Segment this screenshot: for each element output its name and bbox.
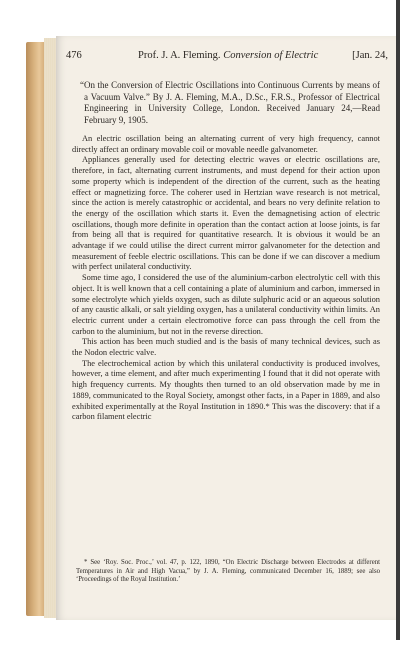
book-page <box>56 36 398 620</box>
running-title <box>138 50 318 61</box>
paper-citation: “On the Conversion of Electric Oscillations into Continuous Currents by means of a Vacuum Valve.” By J. A. Fleming, M.A., D.Sc., F.R.S., Professor of Electrical Engineering in University College, London. Received January 24,—Read February 9, 1905. <box>80 80 380 125</box>
article-body <box>72 80 380 423</box>
paragraph-4: This action has been much studied and is the basis of many technical devices, such as the Nodon electric valve. <box>72 337 380 358</box>
paragraph-5: The electrochemical action by which this unilateral conductivity is produced involves, however, a time element, and after much experimenting I found that it did not operate with high frequency currents. My thoughts then turned to an old observation made by me in 1889, communicated to the Royal Society, amongst other facts, in a Paper in 1889, and also exhibited experimentally at the Royal Institution in 1890.* This was the discovery: that if a carbon filament electric <box>72 358 380 422</box>
running-title-author: Prof. J. A. Fleming. <box>138 50 221 61</box>
running-title-subject: Conversion of Electric <box>223 50 319 61</box>
footnote: * See ‘Roy. Soc. Proc.,’ vol. 47, p. 122, 1890, “On Electric Discharge between Electrodes at different Temperatures in Air and High Vacua,” by J. A. Fleming, communicated December 16, 1889; see also ‘Proceedings of the Royal Institution.’ <box>76 559 380 584</box>
paragraph-1: An electric oscillation being an alternating current of very high frequency, cannot directly affect an ordinary movable coil or movable needle galvanometer. <box>72 134 380 154</box>
paragraph-3: Some time ago, I considered the use of the aluminium-carbon electrolytic cell with this object. It is well known that a cell containing a plate of aluminium and carbon, immersed in some electrolyte which yields oxygen, such as dilute sulphuric acid or an aqueous solution of any caustic alkali, or salt yielding oxygen, has a unilateral conductivity within limits. An electric current under a certain electromotive force can pass through the cell from the carbon to the aluminium, but not in the reverse direction. <box>72 273 380 336</box>
paragraph-2: Appliances generally used for detecting electric waves or electric oscillations are, therefore, in fact, alternating current instruments, and must depend for their action upon some property which is independent of the direction of the current, such as the heating effect or magnetizing force. The coherer used in Hertzian wave research is not metrical, since the action is merely catastrophic or accidental, and bears no very definite relation to the energy of the oscillation which starts it. Even the demagnetising action of electric oscillations, though more definite in operation than the contact action at loose joints, is far from being all that is required for quantitative research. It is obvious it would be an advantage if we could utilise the direct current mirror galvanometer for the detection and measurement of feeble electric oscillations. This can be done if we can discover a medium with perfect unilateral conductivity. <box>72 155 380 272</box>
running-date: [Jan. 24, <box>352 50 388 61</box>
adjacent-page-edge <box>396 0 400 640</box>
running-header <box>66 50 388 64</box>
book <box>26 36 398 620</box>
page-number: 476 <box>66 50 82 61</box>
